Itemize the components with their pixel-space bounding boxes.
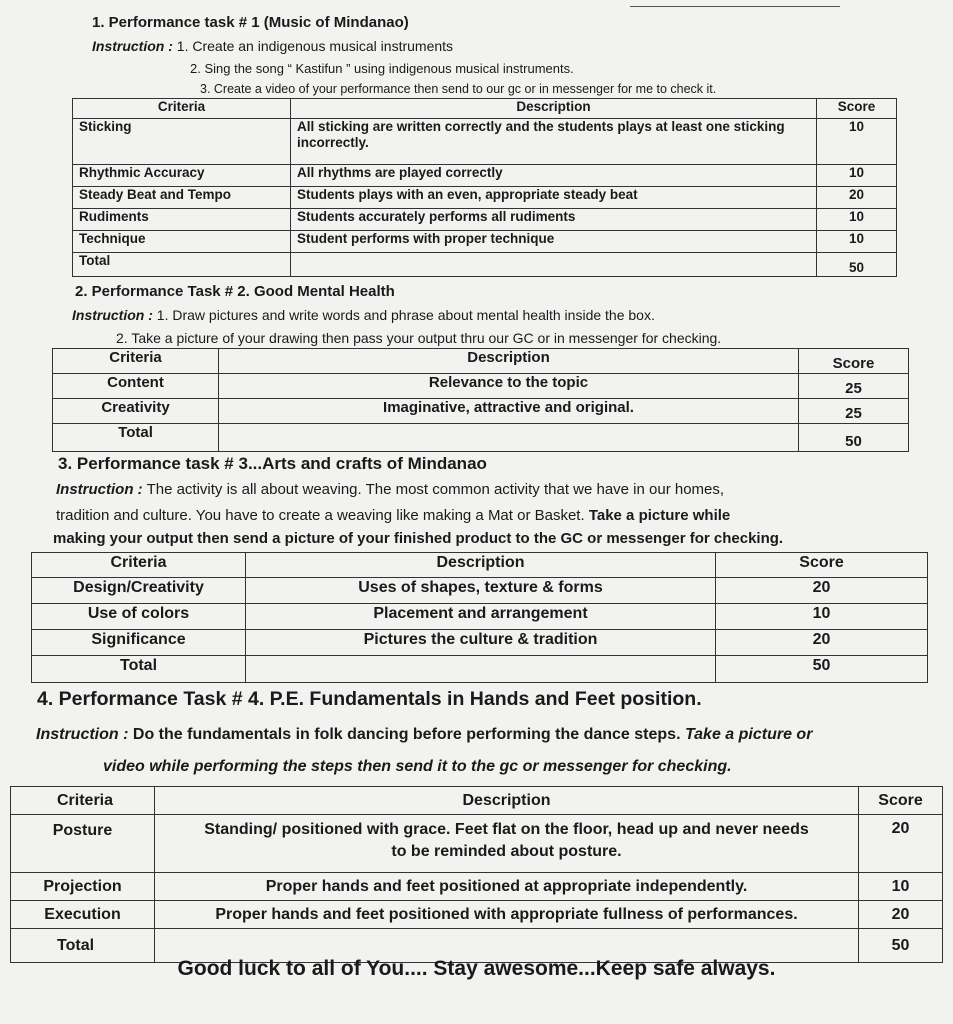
task2-rubric-table [52,348,909,452]
criteria-cell: Content [53,374,219,399]
description-cell: Relevance to the topic [219,374,799,399]
description-header: Description [155,787,859,815]
description-cell: Uses of shapes, texture & forms [246,578,716,604]
task3-instruction-emphasis: Take a picture while [588,507,731,524]
description-cell: All sticking are written correctly and the students plays at least one sticking incorrectly. [291,119,817,165]
table-row [53,374,909,399]
task1-instruction-label: Instruction : [92,38,173,54]
score-cell: 50 [716,656,928,683]
task1-instruction-item: 1. Create an indigenous musical instruments [176,38,454,54]
task3-instruction-line: making your output then send a picture of your finished product to the GC or messenger for checking. [53,530,784,547]
criteria-header: Criteria [32,553,246,578]
description-cell: Students plays with an even, appropriate steady beat [291,187,817,209]
score-cell: 20 [716,578,928,604]
description-header: Description [246,553,716,578]
description-cell [291,253,817,277]
table-header-row [53,349,909,374]
table-row [32,578,928,604]
task3-title: 3. Performance task # 3...Arts and crafts of Mindanao [58,454,487,473]
task4-title: 4. Performance Task # 4. P.E. Fundamentals in Hands and Feet position. [37,688,702,710]
score-cell: 20 [859,815,943,873]
criteria-header: Criteria [11,787,155,815]
task3-instruction-text: tradition and culture. You have to create a weaving like making a Mat or Basket. [56,507,585,524]
table-row [73,187,897,209]
table-row [73,231,897,253]
score-cell: 50 [817,253,897,277]
description-cell: Imaginative, attractive and original. [219,399,799,424]
table-row [11,901,943,929]
score-cell: 10 [716,604,928,630]
criteria-cell: Total [53,424,219,452]
criteria-cell: Total [73,253,291,277]
description-header: Description [219,349,799,374]
criteria-cell: Execution [11,901,155,929]
criteria-cell: Rudiments [73,209,291,231]
criteria-cell: Technique [73,231,291,253]
score-cell: 10 [817,119,897,165]
criteria-header: Criteria [53,349,219,374]
task1-rubric-table [72,98,897,277]
task2-title: 2. Performance Task # 2. Good Mental Health [75,283,395,300]
criteria-cell: Significance [32,630,246,656]
task4-instruction-line: video while performing the steps then send it to the gc or messenger for checking. [103,758,732,775]
task4-instruction [36,726,812,744]
score-header: Score [817,99,897,119]
task1-instruction-item: 2. Sing the song “ Kastifun ” using indigenous musical instruments. [190,61,574,76]
table-row [73,209,897,231]
score-cell: 25 [799,374,909,399]
table-row [11,815,943,873]
task2-instruction-label: Instruction : [72,307,153,323]
score-cell: 10 [817,209,897,231]
table-row [73,253,897,277]
table-row [11,873,943,901]
task1-title: 1. Performance task # 1 (Music of Mindanao) [92,14,409,31]
signature-line [630,6,840,7]
description-cell: Standing/ positioned with grace. Feet flat on the floor, head up and never needs to be reminded about posture. [155,815,859,873]
description-cell: Proper hands and feet positioned with appropriate fullness of performances. [155,901,859,929]
score-cell: 10 [817,231,897,253]
score-header: Score [799,349,909,374]
description-cell: Pictures the culture & tradition [246,630,716,656]
description-cell: Student performs with proper technique [291,231,817,253]
table-header-row [11,787,943,815]
table-row [32,656,928,683]
table-row [73,165,897,187]
criteria-cell: Rhythmic Accuracy [73,165,291,187]
score-cell: 50 [799,424,909,452]
description-cell: Placement and arrangement [246,604,716,630]
table-row [73,119,897,165]
score-cell: 25 [799,399,909,424]
table-row [53,424,909,452]
criteria-cell: Steady Beat and Tempo [73,187,291,209]
task3-rubric-table [31,552,928,683]
task2-instruction-item: 1. Draw pictures and write words and phrase about mental health inside the box. [156,307,655,323]
table-row [53,399,909,424]
criteria-cell: Projection [11,873,155,901]
task4-instruction-emphasis: Take a picture or [684,726,813,743]
criteria-cell: Posture [11,815,155,873]
task4-instruction-label: Instruction : [36,726,129,743]
description-cell [246,656,716,683]
task4-instruction-text: Do the fundamentals in folk dancing before performing the dance steps. [132,726,681,743]
score-header: Score [716,553,928,578]
score-cell: 20 [716,630,928,656]
task4-rubric-table [10,786,943,963]
task2-instruction [72,307,655,323]
task3-instruction-line [56,507,730,524]
score-cell: 20 [859,901,943,929]
criteria-cell: Sticking [73,119,291,165]
task3-instruction-text: The activity is all about weaving. The most common activity that we have in our homes, [146,481,725,498]
description-header: Description [291,99,817,119]
description-cell [219,424,799,452]
table-row [32,630,928,656]
criteria-cell: Use of colors [32,604,246,630]
description-cell: All rhythms are played correctly [291,165,817,187]
task3-instruction-label: Instruction : [56,481,143,498]
score-cell: 50 [859,929,943,963]
score-cell: 10 [859,873,943,901]
table-header-row [32,553,928,578]
criteria-cell: Design/Creativity [32,578,246,604]
closing-message: Good luck to all of You.... Stay awesome...Keep safe always. [177,957,776,980]
table-row [32,604,928,630]
task3-instruction [56,481,724,498]
criteria-header: Criteria [73,99,291,119]
task2-instruction-item: 2. Take a picture of your drawing then pass your output thru our GC or in messenger for checking. [116,330,722,346]
task1-instruction [92,38,453,54]
criteria-cell: Creativity [53,399,219,424]
description-cell: Proper hands and feet positioned at appropriate independently. [155,873,859,901]
criteria-cell: Total [32,656,246,683]
criteria-cell: Total [11,929,155,963]
table-header-row [73,99,897,119]
score-cell: 10 [817,165,897,187]
task1-instruction-item: 3. Create a video of your performance then send to our gc or in messenger for me to check it. [200,82,717,96]
score-cell: 20 [817,187,897,209]
description-cell: Students accurately performs all rudiments [291,209,817,231]
score-header: Score [859,787,943,815]
